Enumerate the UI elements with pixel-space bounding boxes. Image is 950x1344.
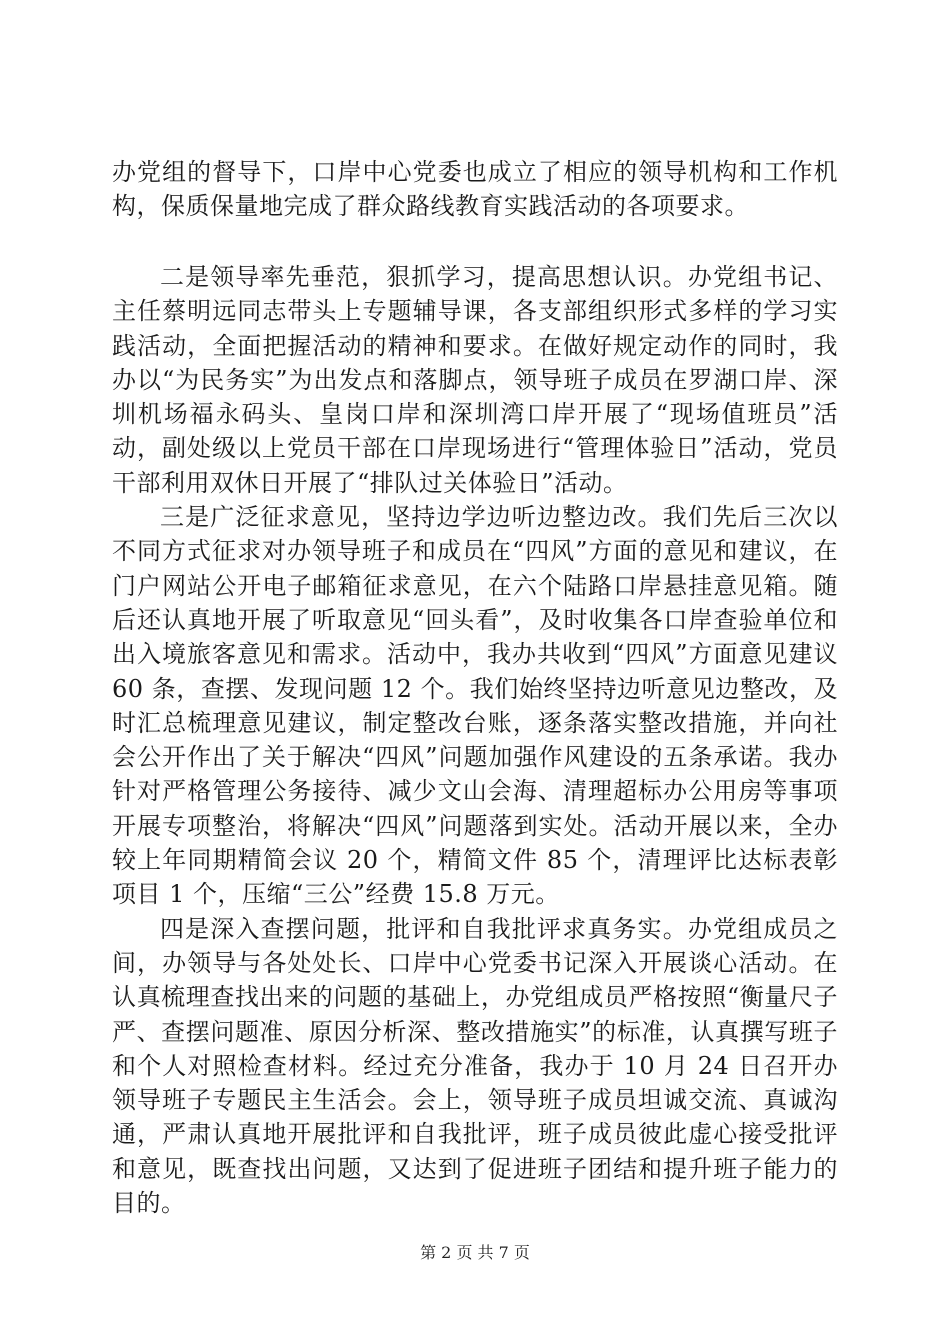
text-block-main (112, 260, 838, 1220)
page-footer: 第 2 页 共 7 页 (420, 1243, 530, 1262)
paragraph-2: 二是领导率先垂范，狠抓学习，提高思想认识。办党组书记、主任蔡明远同志带头上专题辅导课，各支部组织形式多样的学习实践活动，全面把握活动的精神和要求。在做好规定动作的同时，我办以“为民务实”为出发点和落脚点，领导班子成员在罗湖口岸、深圳机场福永码头、皇岗口岸和深圳湾口岸开展了“现场值班员”活动，副处级以上党员干部在口岸现场进行“管理体验日”活动，党员干部利用双休日开展了“排队过关体验日”活动。 (112, 263, 838, 497)
paragraph-continuation: 办党组的督导下，口岸中心党委也成立了相应的领导机构和工作机构，保质保量地完成了群众路线教育实践活动的各项要求。 (112, 158, 838, 221)
paragraph-4: 四是深入查摆问题，批评和自我批评求真务实。办党组成员之间，办领导与各处处长、口岸中心党委书记深入开展谈心活动。在认真梳理查找出来的问题的基础上，办党组成员严格按照“衡量尺子严、查摆问题准、原因分析深、整改措施实”的标准，认真撰写班子和个人对照检查材料。经过充分准备，我办于 10 月 24 日召开办领导班子专题民主生活会。会上，领导班子成员坦诚交流、真诚沟通，严肃认真地开展批评和自我批评，班子成员彼此虚心接受批评和意见，既查找出问题，又达到了促进班子团结和提升班子能力的目的。 (112, 914, 838, 1218)
paragraph-3: 三是广泛征求意见，坚持边学边听边整边改。我们先后三次以不同方式征求对办领导班子和成员在“四风”方面的意见和建议，在门户网站公开电子邮箱征求意见，在六个陆路口岸悬挂意见箱。随后还认真地开展了听取意见“回头看”，及时收集各口岸查验单位和出入境旅客意见和需求。活动中，我办共收到“四风”方面意见建议 60 条，查摆、发现问题 12 个。我们始终坚持边听意见边整改，及时汇总梳理意见建议，制定整改台账，逐条落实整改措施，并向社会公开作出了关于解决“四风”问题加强作风建设的五条承诺。我办针对严格管理公务接待、减少文山会海、清理超标办公用房等事项开展专项整治，将解决“四风”问题落到实处。活动开展以来，全办较上年同期精简会议 20 个，精简文件 85 个，清理评比达标表彰项目 1 个，压缩“三公”经费 15.8 万元。 (112, 503, 838, 909)
text-block-top (112, 155, 838, 224)
